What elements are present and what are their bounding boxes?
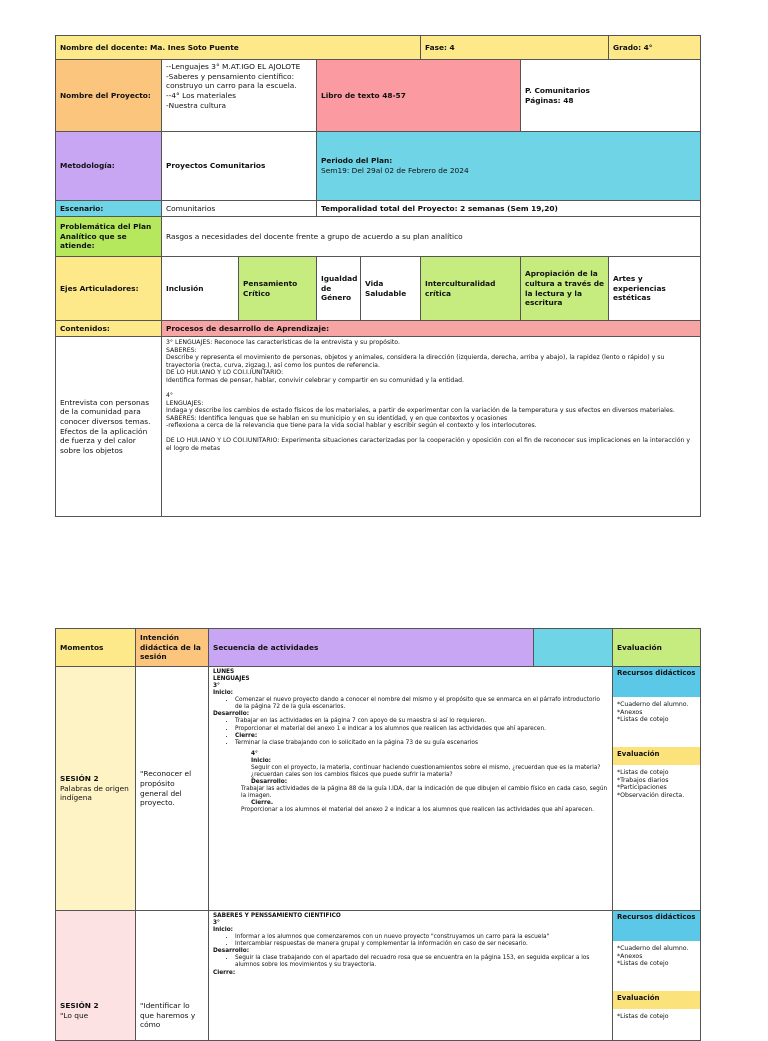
session-2-sequence (209, 911, 613, 1041)
processes-label: Procesos de desarrollo de Aprendizaje: (162, 321, 701, 337)
session-1-sequence (209, 667, 613, 911)
session-1-subtitle: Palabras de origen indígena (60, 783, 129, 803)
session-2-resources: *Cuaderno del alumno. *Anexos *Listas de cotejo (617, 945, 689, 968)
session-1-cierre-b-text: Proporcionar a los alumnos el material del anexo 2 e indicar a los alumnos que realicen las actividades que ahí aparecen. (241, 807, 594, 814)
session-2-inicio-label: Inicio: (213, 927, 233, 934)
session-1-evaluation: *Listas de cotejo *Trabajos diarios *Participaciones *Observación directa. (617, 769, 685, 799)
evaluation-header: Evaluación (613, 629, 701, 667)
problem-value: Rasgos a necesidades del docente frente a grupo de acuerdo a su plan analítico (162, 217, 701, 257)
scenario-label: Escenario: (56, 201, 162, 217)
session-2-moment (56, 911, 136, 1041)
plan-table (55, 35, 701, 517)
session-1-grade-b: 4° (251, 750, 258, 757)
processes-value: 3° LENGUAJES: Reconoce las características de la entrevista y su propósito. SABERES: Describe y representa el movimiento de personas, objetos y animales, considera la dirección (izquierda, derecha, arriba y abajo), la rapidez (lento o rápido) y su trayectoria (recta, curva, zigzag.), así como los puntos de referencia. DE LO HUI.IANO Y LO COI.I.IUNITARIO: Identifica formas de pensar, hablar, convivir celebrar y compartir en su comunidad y la entidad. 4° LENGUAJES: Indaga y describe los cambios de estado físicos de los materiales, a partir de experimentar con la variación de la temperatura y sus efectos en diversos materiales. SABERES: Identifica lenguas que se hablan en su municipio y en su identidad, y en que contextos y ocasiones -reflexiona a cerca de la relevancia que tiene para la vida social hablar y escribir según el contexto y los interlocutores. DE LO HUI.IANO Y LO COI.IUNITARIO: Experimenta situaciones caracterizadas por la cooperación y oposición con el fin de reconocer sus implicaciones en la interacción y el logro de metas (162, 337, 701, 517)
session-2-desarrollo-list (213, 955, 608, 969)
axes-label: Ejes Articuladores: (56, 257, 162, 321)
axis-reading-writing: Apropiación de la cultura a través de la lectura y la escritura (521, 257, 609, 321)
project-names: --Lenguajes 3° M.AT.IGO EL AJOLOTE -Saberes y pensamiento científico: construyo un carro para la escuela. --4° Los materiales -Nuestra cultura (162, 60, 317, 132)
header-blank (534, 629, 613, 667)
session-2-desarrollo-label: Desarrollo: (213, 948, 250, 955)
method-value: Proyectos Comunitarios (162, 132, 317, 201)
session-1-desarrollo-list (213, 718, 608, 746)
session-1-intention: "Reconocer el propósito general del proyecto. (136, 667, 209, 911)
list-item: • Cierre: (235, 733, 608, 740)
session-1-moment (56, 667, 136, 911)
phase-cell: Fase: 4 (421, 36, 609, 60)
axis-arts: Artes y experiencias estéticas (609, 257, 701, 321)
session-1-grade-a: 3° (213, 683, 220, 690)
project-label: Nombre del Proyecto: (56, 60, 162, 132)
grade-cell: Grado: 4° (609, 36, 701, 60)
problem-label: Problemática del Plan Analítico que se atiende: (56, 217, 162, 257)
sequence-header: Secuencia de actividades (209, 629, 534, 667)
session-1-title: SESIÓN 2 (60, 774, 99, 784)
session-2-resources-label: Recursos didácticos (613, 911, 700, 941)
period-label: Periodo del Plan: (321, 156, 393, 166)
session-2-intention: "Identificar lo que haremos y cómo (136, 911, 209, 1041)
session-2-title: SESIÓN 2 (60, 1001, 99, 1010)
sessions-table (55, 628, 701, 1041)
axis-critical-thinking: Pensamiento Crítico (239, 257, 317, 321)
axis-gender-equality: Igualdad de Género (317, 257, 361, 321)
session-1-eval-cell (613, 667, 701, 911)
list-item: • Seguir la clase trabajando con el apartado del recuadro rosa que se encuentra en la página 153, en seguida explicar a los alumnos sobre los movimientos y su trayectoria. (235, 955, 608, 969)
session-2-subtitle: "Lo que (60, 1010, 89, 1020)
list-item: • Terminar la clase trabajando con lo solicitado en la página 73 de su guía escenarios (235, 740, 608, 747)
session-1-inicio-b-label: Inicio: (251, 757, 271, 764)
session-1-subject: LENGUAJES (213, 676, 250, 683)
session-1-evaluation-label: Evaluación (613, 747, 700, 765)
axis-healthy-life: Vida Saludable (361, 257, 421, 321)
list-item: • Intercambiar respuestas de manera grupal y complementar la información en caso de ser necesario. (235, 941, 608, 948)
list-item: • Informar a los alumnos que comenzaremos con un nuevo proyecto "construyamos un carro para la escuela" (235, 934, 608, 941)
session-1-desarrollo-b-label: Desarrollo: (251, 778, 288, 785)
period-value: Sem19: Del 29al 02 de Febrero de 2024 (321, 166, 469, 175)
list-item: • Trabajar en las actividades en la página 7 con apoyo de su maestra si así lo requieren. (235, 718, 608, 725)
method-label: Metodología: (56, 132, 162, 201)
contents-value: Entrevista con personas de la comunidad para conocer diversos temas. Efectos de la aplicación de fuerza y del calor sobre los objetos (56, 337, 162, 517)
session-1-desarrollo-label: Desarrollo: (213, 711, 250, 718)
contents-label: Contenidos: (56, 321, 162, 337)
session-1-desarrollo-b-text: Trabajar las actividades de la página 88 de la guía I.IDA, dar la indicación de que dibujen el cambio físico en cada caso, según la imagen. (241, 786, 608, 800)
session-2-evaluation-label: Evaluación (613, 991, 700, 1009)
list-item: • Proporcionar el material del anexo 1 e indicar a los alumnos que realicen las actividades que ahí aparecen. (235, 726, 608, 733)
axis-interculturality: Interculturalidad crítica (421, 257, 521, 321)
axis-inclusion: Inclusión (162, 257, 239, 321)
session-2-inicio-list (213, 934, 608, 948)
session-1-resources: *Cuaderno del alumno. *Anexos *Listas de cotejo (617, 701, 689, 724)
community-pages: P. Comunitarios Páginas: 48 (521, 60, 701, 132)
session-2-cierre-label: Cierre: (213, 969, 236, 976)
list-item: • Comenzar el nuevo proyecto dando a conocer el nombre del mismo y el propósito que se enmarca en el párrafo introductorio de la página 72 de la guía escenarios. (235, 697, 608, 711)
textbook-cell: Libro de texto 48-57 (317, 60, 521, 132)
session-1-day: LUNES (213, 669, 235, 675)
session-1-inicio-b-text: Seguir con el proyecto, la materia, continuar haciendo cuestionamientos sobre el mismo, ¿recuerdan que es la materia? ¿recuerdan cales son los cambios físicos que puede sufrir la materia? (251, 764, 601, 778)
scenario-value: Comunitarios (162, 201, 317, 217)
teacher-name: Ma. Ines Soto Puente (150, 42, 239, 52)
session-2-evaluation: *Listas de cotejo (617, 1013, 669, 1020)
session-1-inicio-label: Inicio: (213, 690, 233, 697)
session-1-cierre-b-label: Cierre. (251, 800, 274, 807)
session-2-day: SABERES Y PENSSAMIENTO CIENTIFICO (213, 913, 341, 919)
teacher-label: Nombre del docente: (60, 42, 148, 52)
teacher-cell (56, 36, 421, 60)
session-1-resources-label: Recursos didácticos (613, 667, 700, 697)
intention-header: Intención didáctica de la sesión (136, 629, 209, 667)
duration-cell: Temporalidad total del Proyecto: 2 semanas (Sem 19,20) (317, 201, 701, 217)
period-cell (317, 132, 701, 201)
session-2-grade-a: 3° (213, 920, 220, 927)
session-1-inicio-list (213, 697, 608, 711)
session-2-eval-cell (613, 911, 701, 1041)
moments-header: Momentos (56, 629, 136, 667)
